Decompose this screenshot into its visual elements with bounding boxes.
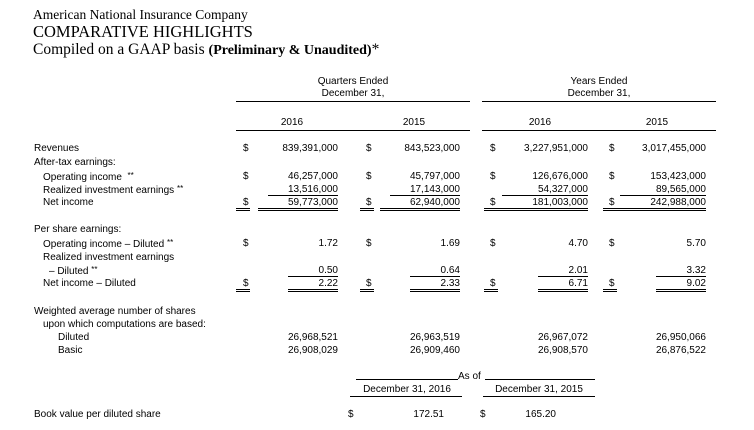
currency-sign: $	[490, 197, 496, 208]
as-of-rule-right	[485, 379, 595, 380]
realized-note: **	[176, 184, 184, 193]
currency-sign: $	[366, 171, 372, 182]
cell-netdil-y2015: 9.02	[656, 278, 706, 292]
cell-realized-y2015: 89,565,000	[620, 184, 706, 196]
cell-basic-y2015: 26,876,522	[655, 345, 706, 356]
currency-sign: $	[490, 171, 496, 182]
years-header-line2: December 31,	[567, 88, 631, 99]
row-label-op-income-diluted	[43, 238, 173, 250]
as-of-col2: December 31, 2015	[495, 384, 583, 395]
as-of-col2-rule	[483, 396, 595, 397]
double-rule	[360, 289, 374, 292]
realized-text: Realized investment earnings	[43, 185, 175, 196]
subtitle-text: Compiled on a GAAP basis	[33, 41, 209, 58]
operating-income-text: Operating income	[43, 172, 122, 183]
cell-diluted-q2015: 26,963,519	[409, 332, 460, 343]
currency-sign: $	[366, 143, 372, 154]
cell-opinc-y2016: 126,676,000	[532, 171, 588, 182]
double-rule	[484, 289, 498, 292]
cell-book-value-2015: 165.20	[525, 409, 556, 420]
cell-book-value-2016: 172.51	[413, 409, 444, 420]
quarters-header-line2: December 31,	[321, 88, 385, 99]
row-label-weighted-l2: upon which computations are based:	[43, 319, 206, 330]
row-label-net-income: Net income	[43, 197, 94, 208]
as-of-rule-left	[356, 379, 458, 380]
currency-sign: $	[243, 143, 249, 154]
cell-opdil-y2016: 4.70	[568, 238, 588, 249]
cell-diluted-q2016: 26,968,521	[287, 332, 338, 343]
cell-opdil-y2015: 5.70	[686, 238, 706, 249]
double-rule	[603, 208, 617, 211]
cell-netinc-q2015: 62,940,000	[380, 197, 460, 211]
cell-realized-q2015: 17,143,000	[390, 184, 460, 196]
cell-opinc-q2015: 45,797,000	[409, 171, 460, 182]
row-label-per-share: Per share earnings:	[34, 224, 122, 235]
cell-realdil-q2015: 0.64	[410, 265, 460, 277]
as-of-col1-rule	[350, 396, 462, 397]
currency-sign: $	[480, 409, 486, 420]
currency-sign: $	[490, 278, 496, 289]
report-title: COMPARATIVE HIGHLIGHTS	[33, 22, 253, 41]
cell-netinc-y2015: 242,988,000	[616, 197, 706, 211]
years-header-rule	[482, 101, 716, 102]
cell-realized-y2016: 54,327,000	[502, 184, 588, 196]
double-rule	[236, 289, 250, 292]
currency-sign: $	[366, 238, 372, 249]
cell-diluted-y2015: 26,950,066	[655, 332, 706, 343]
currency-sign: $	[609, 278, 615, 289]
cell-realdil-q2016: 0.50	[288, 265, 338, 277]
double-rule	[603, 289, 617, 292]
cell-realdil-y2015: 3.32	[656, 265, 706, 277]
col-header-q2015: 2015	[402, 117, 426, 128]
currency-sign: $	[609, 197, 615, 208]
cell-netinc-y2016: 181,003,000	[498, 197, 588, 211]
cell-opdil-q2016: 1.72	[318, 238, 338, 249]
as-of-label: As of	[458, 371, 481, 382]
row-label-book-value: Book value per diluted share	[34, 409, 161, 420]
cell-opdil-q2015: 1.69	[440, 238, 460, 249]
cell-netdil-y2016: 6.71	[538, 278, 588, 292]
years-header-line1: Years Ended	[570, 76, 628, 87]
years-year-rule	[482, 130, 716, 131]
row-label-after-tax: After-tax earnings:	[34, 157, 116, 168]
currency-sign: $	[243, 278, 249, 289]
currency-sign: $	[243, 171, 249, 182]
currency-sign: $	[609, 143, 615, 154]
quarters-year-rule	[236, 130, 470, 131]
currency-sign: $	[243, 238, 249, 249]
realized-diluted-note: **	[91, 265, 98, 274]
col-header-y2016: 2016	[528, 117, 552, 128]
subtitle-bold: (Preliminary & Unaudited)	[208, 43, 372, 58]
double-rule	[360, 208, 374, 211]
cell-revenues-q2016: 839,391,000	[282, 143, 338, 154]
cell-basic-y2016: 26,908,570	[537, 345, 588, 356]
cell-basic-q2016: 26,908,029	[287, 345, 338, 356]
currency-sign: $	[366, 197, 372, 208]
currency-sign: $	[609, 238, 615, 249]
op-income-diluted-text: Operating income – Diluted	[43, 239, 165, 250]
cell-basic-q2015: 26,909,460	[409, 345, 460, 356]
report-subtitle	[33, 41, 379, 59]
row-label-diluted: Diluted	[58, 332, 90, 343]
cell-revenues-q2015: 843,523,000	[404, 143, 460, 154]
col-header-q2016: 2016	[280, 117, 304, 128]
cell-opinc-y2015: 153,423,000	[650, 171, 706, 182]
cell-netinc-q2016: 59,773,000	[258, 197, 338, 211]
cell-revenues-y2015: 3,017,455,000	[642, 143, 706, 154]
row-label-realized-diluted-l1: Realized investment earnings	[43, 252, 175, 263]
cell-revenues-y2016: 3,227,951,000	[524, 143, 588, 154]
op-income-diluted-note: **	[166, 238, 174, 247]
row-label-basic: Basic	[58, 345, 83, 356]
currency-sign: $	[490, 238, 496, 249]
quarters-header-rule	[236, 101, 470, 102]
cell-realized-q2016: 13,516,000	[268, 184, 338, 196]
operating-income-note: **	[127, 171, 134, 180]
double-rule	[236, 208, 250, 211]
double-rule	[484, 208, 498, 211]
cell-opinc-q2016: 46,257,000	[287, 171, 338, 182]
cell-realdil-y2016: 2.01	[538, 265, 588, 277]
quarters-header-line1: Quarters Ended	[317, 76, 389, 87]
currency-sign: $	[243, 197, 249, 208]
row-label-net-income-diluted: Net income – Diluted	[43, 278, 136, 289]
subtitle-asterisk: *	[371, 41, 380, 58]
col-header-y2015: 2015	[645, 117, 669, 128]
cell-netdil-q2016: 2.22	[288, 278, 338, 292]
row-label-revenues: Revenues	[34, 143, 80, 154]
row-label-weighted-l1: Weighted average number of shares	[34, 306, 196, 317]
currency-sign: $	[348, 409, 354, 420]
row-label-realized	[43, 184, 183, 196]
currency-sign: $	[366, 278, 372, 289]
company-name: American National Insurance Company	[33, 7, 248, 22]
currency-sign: $	[609, 171, 615, 182]
row-label-realized-diluted	[49, 265, 97, 277]
cell-netdil-q2015: 2.33	[410, 278, 460, 292]
cell-diluted-y2016: 26,967,072	[537, 332, 588, 343]
as-of-col1: December 31, 2016	[363, 384, 451, 395]
currency-sign: $	[490, 143, 496, 154]
realized-diluted-text: – Diluted	[49, 266, 89, 277]
row-label-operating-income	[43, 171, 134, 183]
